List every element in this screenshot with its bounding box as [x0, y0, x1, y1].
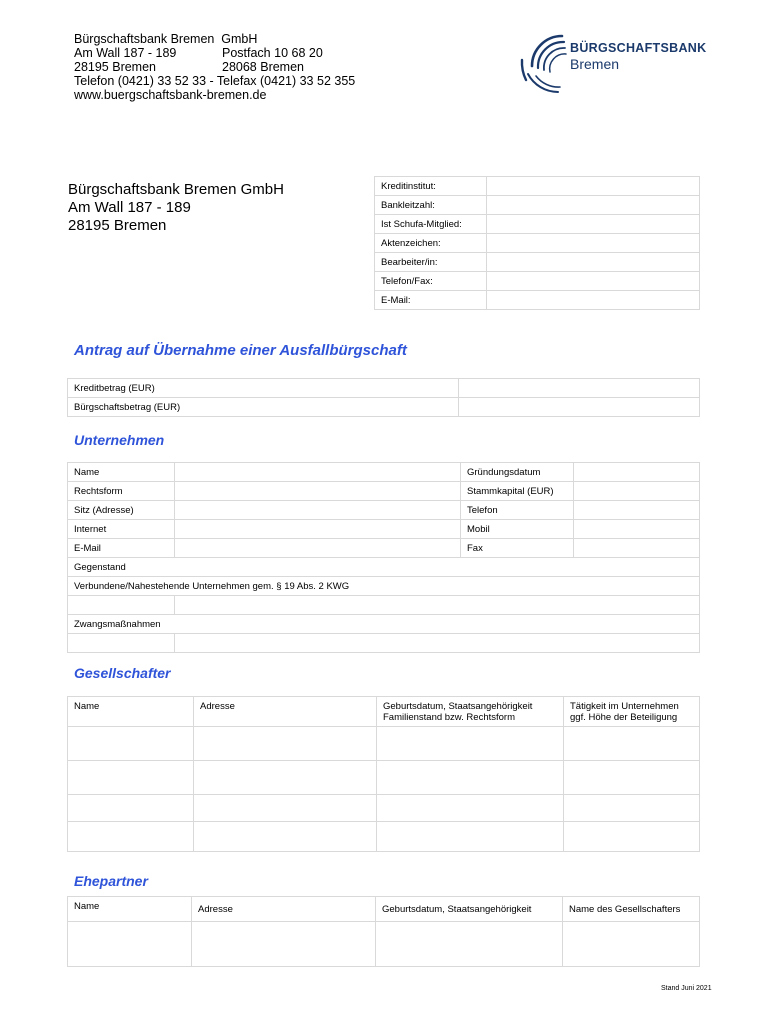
bank-info-table: [374, 176, 700, 310]
shareholders-col-address: Adresse: [194, 697, 377, 727]
bank-info-label: E-Mail:: [375, 291, 487, 310]
shareholders-cell[interactable]: [194, 822, 377, 852]
company-input[interactable]: [175, 482, 461, 501]
company-logo: [518, 30, 708, 96]
sender-street: Am Wall 187 - 189: [74, 46, 177, 60]
shareholders-cell[interactable]: [68, 761, 194, 795]
shareholders-cell[interactable]: [68, 727, 194, 761]
enforcement-label: Zwangsmaßnahmen: [68, 615, 700, 634]
version-date: Stand Juni 2021: [661, 985, 712, 992]
shareholders-table: [67, 696, 700, 852]
shareholders-cell[interactable]: [564, 727, 700, 761]
company-input[interactable]: [574, 501, 700, 520]
shareholders-col-name: Name: [68, 697, 194, 727]
shareholders-cell[interactable]: [377, 727, 564, 761]
recipient-city: 28195 Bremen: [68, 217, 167, 234]
bank-info-input[interactable]: [487, 291, 700, 310]
company-label: Fax: [461, 539, 574, 558]
sender-pobox: Postfach 10 68 20: [222, 46, 323, 60]
logo-name-primary: BÜRGSCHAFTSBANK: [570, 41, 707, 55]
shareholders-col-birthdata: [377, 697, 564, 727]
company-label: Gründungsdatum: [461, 463, 574, 482]
amount-table: [67, 378, 700, 417]
shareholders-cell[interactable]: [564, 761, 700, 795]
enforcement-input[interactable]: [175, 634, 700, 653]
spouse-col-address: Adresse: [192, 897, 376, 922]
amount-input[interactable]: [459, 379, 700, 398]
sender-pobox-city: 28068 Bremen: [222, 60, 305, 74]
shareholders-cell[interactable]: [377, 761, 564, 795]
company-label: E-Mail: [68, 539, 175, 558]
company-input[interactable]: [175, 463, 461, 482]
form-title: Antrag auf Übernahme einer Ausfallbürgschaft: [74, 342, 407, 359]
spouse-col-shareholder: Name des Gesellschafters: [563, 897, 700, 922]
radial-arc-logo-icon: [518, 30, 574, 96]
company-input[interactable]: [175, 501, 461, 520]
sender-city: 28195 Bremen: [74, 60, 157, 74]
enforcement-input[interactable]: [68, 634, 175, 653]
company-label: Internet: [68, 520, 175, 539]
bank-info-label: Bearbeiter/in:: [375, 253, 487, 272]
company-label: Stammkapital (EUR): [461, 482, 574, 501]
bank-info-input[interactable]: [487, 215, 700, 234]
bank-info-label: Kreditinstitut:: [375, 177, 487, 196]
spouse-cell[interactable]: [376, 922, 563, 967]
amount-input[interactable]: [459, 398, 700, 417]
company-label: Sitz (Adresse): [68, 501, 175, 520]
section-heading-unternehmen: Unternehmen: [74, 432, 165, 448]
bank-info-input[interactable]: [487, 196, 700, 215]
bank-info-label: Bankleitzahl:: [375, 196, 487, 215]
recipient-street: Am Wall 187 - 189: [68, 199, 191, 216]
recipient-name: Bürgschaftsbank Bremen GmbH: [68, 181, 284, 198]
company-input[interactable]: [574, 539, 700, 558]
shareholders-col-activity-line2: ggf. Höhe der Beteiligung: [570, 712, 678, 723]
section-heading-ehepartner: Ehepartner: [74, 873, 148, 889]
shareholders-col-activity-line1: Tätigkeit im Unternehmen: [570, 701, 679, 712]
shareholders-cell[interactable]: [564, 822, 700, 852]
company-label: Telefon: [461, 501, 574, 520]
company-input[interactable]: [574, 463, 700, 482]
amount-label: Kreditbetrag (EUR): [68, 379, 459, 398]
shareholders-cell[interactable]: [68, 795, 194, 822]
spouse-cell[interactable]: [563, 922, 700, 967]
sender-website: www.buergschaftsbank-bremen.de: [74, 88, 267, 102]
bank-info-input[interactable]: [487, 234, 700, 253]
spouse-col-name: Name: [68, 897, 192, 922]
related-companies-input[interactable]: [175, 596, 700, 615]
shareholders-col-birthdata-line2: Familienstand bzw. Rechtsform: [383, 712, 515, 723]
shareholders-cell[interactable]: [194, 795, 377, 822]
bank-info-input[interactable]: [487, 272, 700, 291]
sender-name: Bürgschaftsbank Bremen GmbH: [74, 32, 258, 46]
spouse-cell[interactable]: [192, 922, 376, 967]
amount-label: Bürgschaftsbetrag (EUR): [68, 398, 459, 417]
related-companies-label: Verbundene/Nahestehende Unternehmen gem. § 19 Abs. 2 KWG: [68, 577, 700, 596]
sender-phone-fax: Telefon (0421) 33 52 33 - Telefax (0421) 33 52 355: [74, 74, 356, 88]
company-input[interactable]: [574, 520, 700, 539]
bank-info-label: Aktenzeichen:: [375, 234, 487, 253]
logo-name-secondary: Bremen: [570, 56, 620, 72]
bank-info-input[interactable]: [487, 253, 700, 272]
shareholders-cell[interactable]: [377, 822, 564, 852]
spouse-table: [67, 896, 700, 967]
section-heading-gesellschafter: Gesellschafter: [74, 665, 171, 681]
shareholders-cell[interactable]: [68, 822, 194, 852]
company-input[interactable]: [574, 482, 700, 501]
shareholders-col-activity: [564, 697, 700, 727]
company-input[interactable]: [175, 520, 461, 539]
company-label: Rechtsform: [68, 482, 175, 501]
shareholders-cell[interactable]: [194, 761, 377, 795]
shareholders-cell[interactable]: [564, 795, 700, 822]
company-label: Name: [68, 463, 175, 482]
company-input[interactable]: [175, 539, 461, 558]
company-table: [67, 462, 700, 653]
bank-info-input[interactable]: [487, 177, 700, 196]
bank-info-label: Ist Schufa-Mitglied:: [375, 215, 487, 234]
spouse-cell[interactable]: [68, 922, 192, 967]
spouse-col-birthdata: Geburtsdatum, Staatsangehörigkeit: [376, 897, 563, 922]
bank-info-label: Telefon/Fax:: [375, 272, 487, 291]
shareholders-cell[interactable]: [194, 727, 377, 761]
company-label: Mobil: [461, 520, 574, 539]
related-companies-input[interactable]: [68, 596, 175, 615]
shareholders-col-birthdata-line1: Geburtsdatum, Staatsangehörigkeit: [383, 701, 533, 712]
company-purpose-label: Gegenstand: [68, 558, 700, 577]
shareholders-cell[interactable]: [377, 795, 564, 822]
